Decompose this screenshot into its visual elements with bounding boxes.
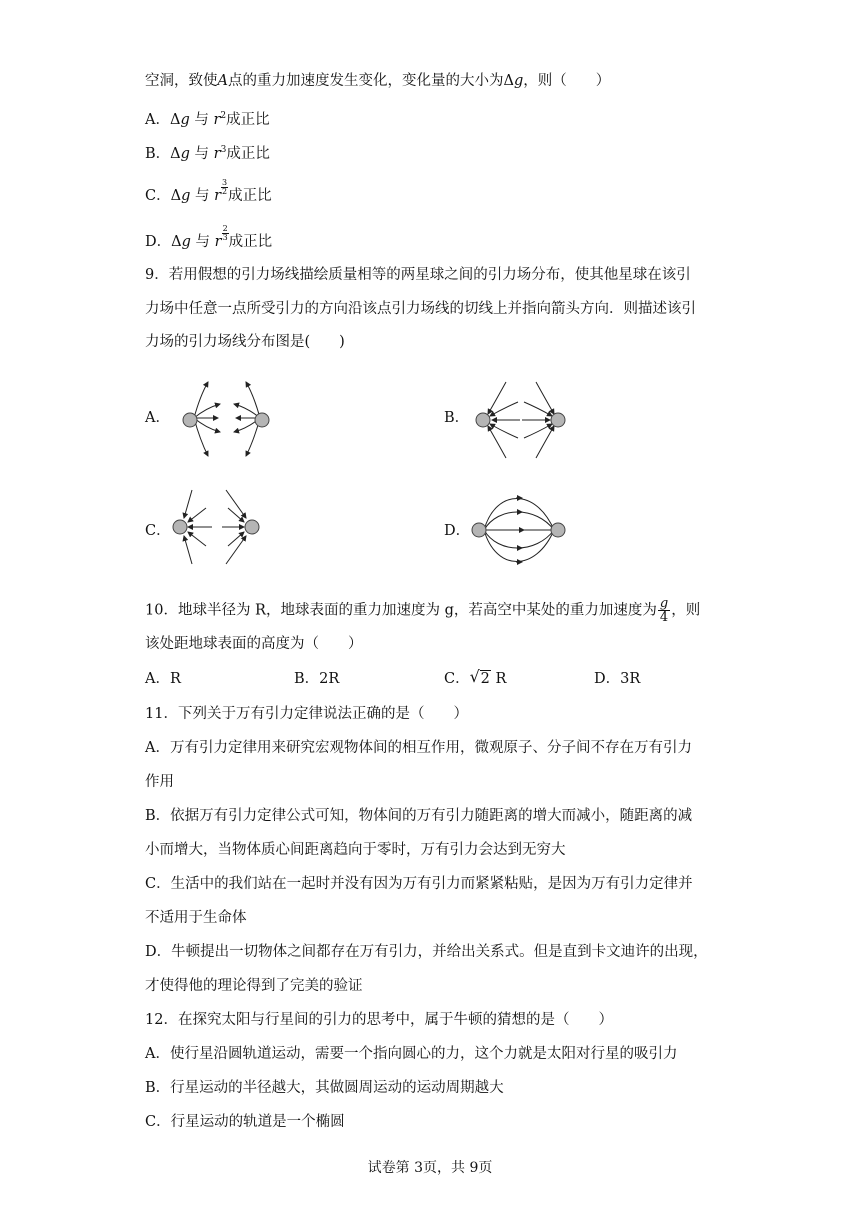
q11-stem: 11．下列关于万有引力定律说法正确的是（ ） (145, 706, 468, 722)
q11-option-d-line: 才使得他的理论得到了完美的验证 (145, 978, 363, 994)
q8-text: ，则（ ） (523, 73, 611, 89)
r-symbol: r (214, 234, 222, 250)
r-symbol: r (214, 188, 222, 204)
q11-option-a-line: A．万有引力定律用来研究宏观物体间的相互作用，微观原子、分子间不存在万有引力 (145, 740, 692, 756)
option-text: R (490, 671, 507, 687)
option-label: C． (444, 671, 470, 687)
sqrt-symbol: √ 2 (469, 667, 490, 687)
q9-stem-line: 力场的引力场线分布图是( ) (145, 334, 345, 350)
g-symbol: g (513, 73, 524, 89)
q12-option-c: C．行星运动的轨道是一个椭圆 (145, 1114, 345, 1130)
q11-option-b-line: 小而增大，当物体质心间距离趋向于零时，万有引力会达到无穷大 (145, 842, 566, 858)
option-text: 成正比 (226, 112, 270, 128)
q9-stem-line: 力场中任意一点所受引力的方向沿该点引力场线的切线上并指向箭头方向．则描述该引 (145, 301, 696, 317)
option-text: 与 (189, 146, 214, 162)
option-text: 成正比 (226, 146, 270, 162)
q9-stem-line: 9．若用假想的引力场线描绘质量相等的两星球之间的引力场分布，使其他星球在该引 (145, 267, 691, 283)
option-text: 与 (190, 234, 215, 250)
exponent: 2 (220, 111, 227, 121)
exponent: 3 (220, 145, 227, 155)
r-symbol: r (213, 146, 221, 162)
q8-text: 点的重力加速度发生变化，变化量的大小为Δ (227, 73, 514, 89)
g-symbol: g (180, 146, 190, 162)
q11-option-d-line: D．牛顿提出一切物体之间都存在万有引力，并给出关系式。但是直到卡文迪许的出现， (145, 944, 708, 960)
exp-denominator: 3 (222, 233, 228, 242)
q8-option-d (145, 225, 272, 252)
q8-stem-tail (145, 71, 610, 91)
g-symbol: g (180, 112, 190, 128)
q10-stem-line (145, 597, 700, 624)
q11-option-a-line: 作用 (145, 774, 174, 790)
r-symbol: r (213, 112, 221, 128)
field-diagram-b (466, 372, 576, 468)
field-diagram-a (170, 372, 280, 468)
q11-option-c-line: C．生活中的我们站在一起时并没有因为万有引力而紧紧粘贴，是因为万有引力定律并 (145, 876, 693, 892)
option-label: A．Δ (145, 112, 181, 128)
g-symbol: g (181, 188, 191, 204)
option-text: 与 (190, 188, 215, 204)
q9-option-c-label: C． (145, 523, 171, 539)
q10-option-d: D．3R (594, 671, 641, 687)
q8-option-a (145, 106, 270, 130)
q8-option-b (145, 140, 270, 164)
q12-stem: 12．在探究太阳与行星间的引力的思考中，属于牛顿的猜想的是（ ） (145, 1012, 613, 1028)
radicand: 2 (480, 671, 490, 687)
q10-option-b: B．2R (294, 671, 340, 687)
frac-numerator: g (659, 596, 669, 611)
q10-text: ，则 (671, 602, 701, 619)
exp-numerator: 3 (222, 178, 228, 187)
field-diagram-c (168, 484, 268, 574)
g-symbol: g (181, 234, 191, 250)
q10-stem-line: 该处距地球表面的高度为（ ） (145, 636, 363, 652)
q12-option-b: B．行星运动的半径越大，其做圆周运动的运动周期越大 (145, 1080, 504, 1096)
field-diagram-d (466, 486, 576, 578)
q11-option-c-line: 不适用于生命体 (145, 910, 247, 926)
option-label: D．Δ (145, 234, 182, 250)
page-footer: 试卷第 3页，共 9页 (367, 1160, 493, 1176)
exp-numerator: 2 (222, 224, 228, 233)
option-text: 成正比 (228, 234, 273, 250)
option-text: 与 (189, 112, 214, 128)
option-label: B．Δ (145, 146, 181, 162)
q10-option-a: A．R (145, 671, 181, 687)
q10-option-c (444, 669, 506, 689)
frac-denominator: 4 (659, 610, 669, 625)
option-text: 成正比 (228, 188, 272, 204)
option-label: C．Δ (145, 188, 182, 204)
q9-option-a-label: A． (145, 410, 170, 426)
exp-denominator: 2 (222, 187, 228, 196)
q12-option-a: A．使行星沿圆轨道运动，需要一个指向圆心的力，这个力就是太阳对行星的吸引力 (145, 1046, 678, 1062)
q9-option-d-label: D． (444, 523, 471, 539)
point-a: A (217, 73, 228, 89)
q8-option-c (145, 179, 272, 206)
q10-text: 10．地球半径为 R，地球表面的重力加速度为 g，若高空中某处的重力加速度为 (145, 602, 657, 619)
fraction-exponent (222, 225, 229, 242)
q9-option-b-label: B． (444, 410, 470, 426)
fraction-g-over-4 (658, 597, 670, 624)
q11-option-b-line: B．依据万有引力定律公式可知，物体间的万有引力随距离的增大而减小，随距离的减 (145, 808, 693, 824)
q8-text: 空洞，致使 (145, 73, 218, 89)
